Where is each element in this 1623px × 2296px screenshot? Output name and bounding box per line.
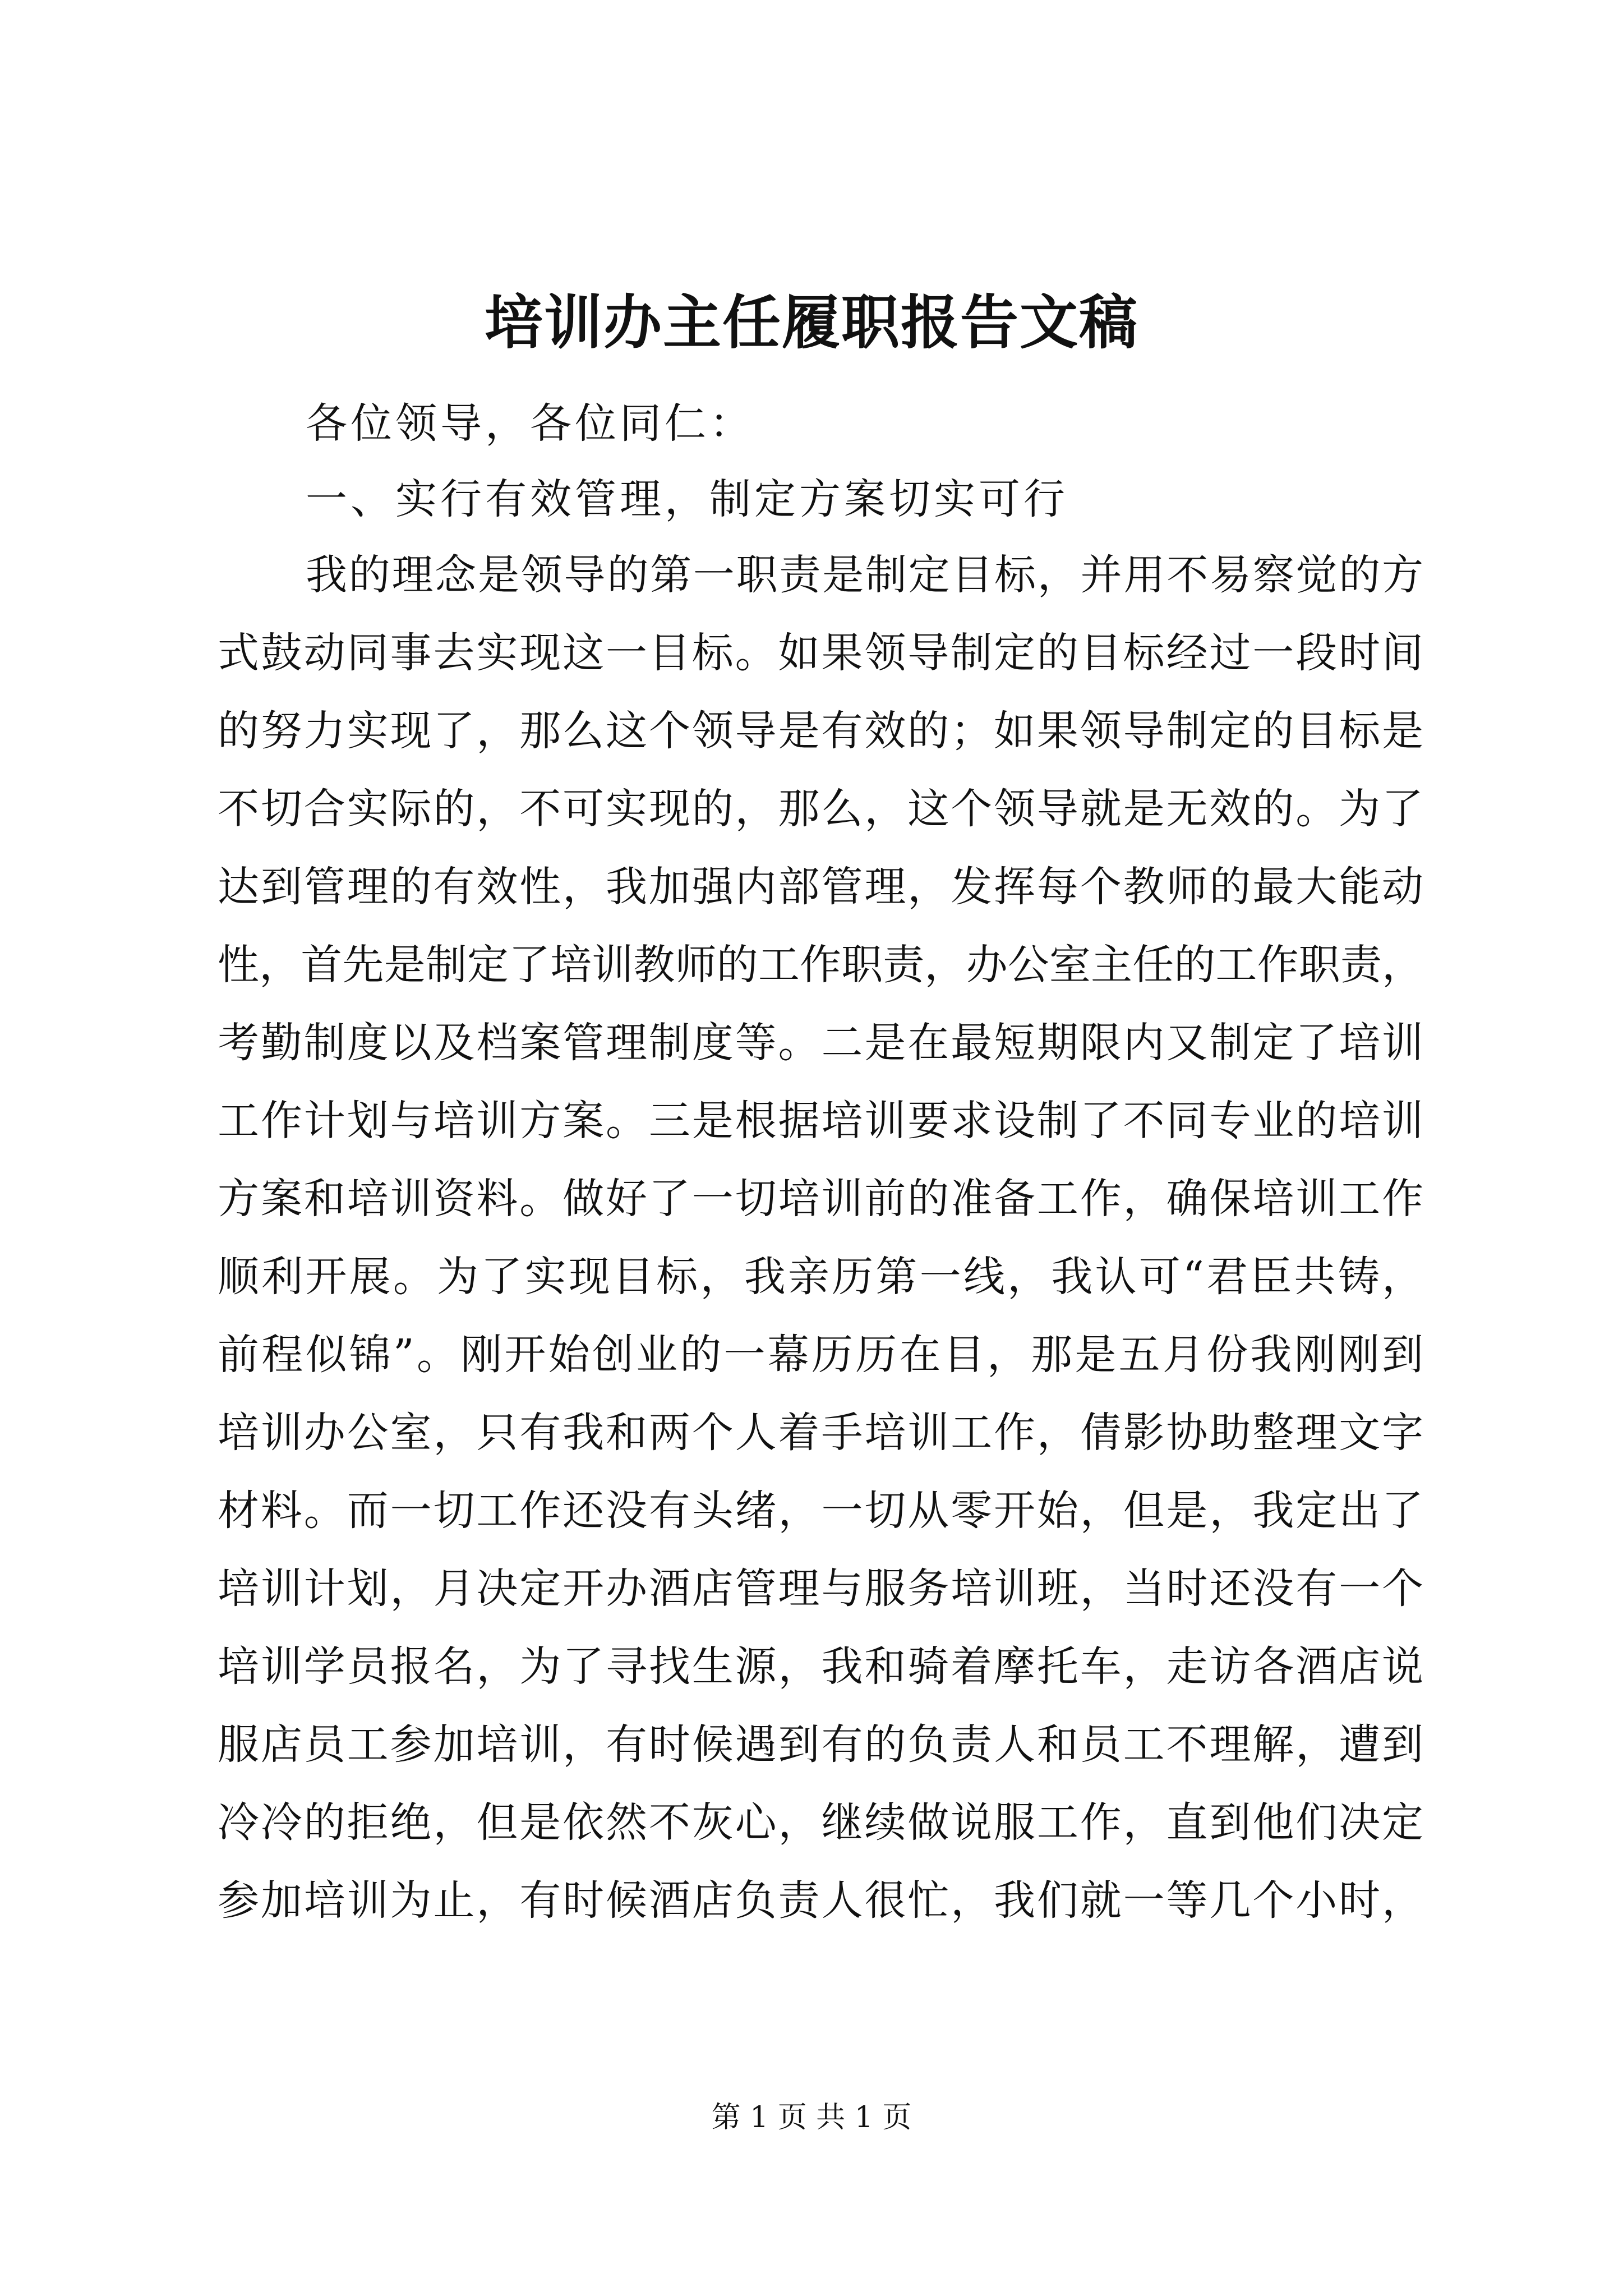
body-line: 我的理念是领导的第一职责是制定目标，并用不易察觉的方 xyxy=(306,551,1423,599)
section-heading: 一、实行有效管理，制定方案切实可行 xyxy=(306,475,1068,523)
body-line: 培训学员报名，为了寻找生源，我和骑着摩托车，走访各酒店说 xyxy=(218,1642,1423,1691)
body-line: 考勤制度以及档案管理制度等。二是在最短期限内又制定了培训 xyxy=(218,1019,1423,1067)
body-line: 顺利开展。为了实现目标，我亲历第一线，我认可“君臣共铸， xyxy=(218,1253,1423,1301)
body-line: 工作计划与培训方案。三是根据培训要求设制了不同专业的培训 xyxy=(218,1097,1423,1145)
body-line: 培训办公室，只有我和两个人着手培训工作，倩影协助整理文字 xyxy=(218,1409,1423,1457)
body-line: 式鼓动同事去实现这一目标。如果领导制定的目标经过一段时间 xyxy=(218,629,1423,677)
body-line: 前程似锦”。刚开始创业的一幕历历在目，那是五月份我刚刚到 xyxy=(218,1331,1423,1379)
body-line: 的努力实现了，那么这个领导是有效的；如果领导制定的目标是 xyxy=(218,707,1423,755)
page-footer: 第 1 页 共 1 页 xyxy=(711,2101,912,2134)
body-line: 参加培训为止，有时候酒店负责人很忙，我们就一等几个小时， xyxy=(218,1876,1423,1925)
body-line: 性，首先是制定了培训教师的工作职责，办公室主任的工作职责， xyxy=(218,941,1423,989)
salutation: 各位领导，各位同仁： xyxy=(306,399,754,448)
body-line: 达到管理的有效性，我加强内部管理，发挥每个教师的最大能动 xyxy=(218,863,1423,911)
body-line: 方案和培训资料。做好了一切培训前的准备工作，确保培训工作 xyxy=(218,1175,1423,1223)
body-line: 不切合实际的，不可实现的，那么，这个领导就是无效的。为了 xyxy=(218,785,1423,833)
body-line: 服店员工参加培训，有时候遇到有的负责人和员工不理解，遭到 xyxy=(218,1720,1423,1769)
document-title: 培训办主任履职报告文稿 xyxy=(484,288,1138,357)
body-line: 材料。而一切工作还没有头绪，一切从零开始，但是，我定出了 xyxy=(218,1487,1423,1535)
body-line: 冷冷的拒绝，但是依然不灰心，继续做说服工作，直到他们决定 xyxy=(218,1798,1423,1847)
body-line: 培训计划，月决定开办酒店管理与服务培训班，当时还没有一个 xyxy=(218,1565,1423,1613)
